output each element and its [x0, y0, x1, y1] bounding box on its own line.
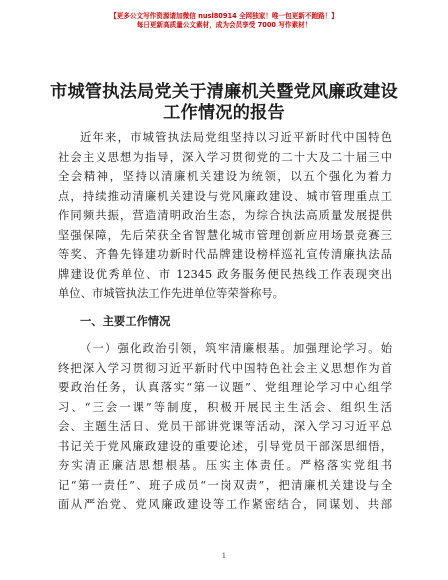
section-line: 终把深入学习贯彻习近平新时代中国特色社会主义思想作为首 [58, 361, 392, 375]
intro-line: 牌建设优秀单位、市 12345 政务服务便民热线工作表现突出 [58, 267, 392, 281]
intro-line: 坚强保障，先后荣获全省智慧化城市管理创新应用场景竞赛三 [58, 228, 392, 242]
title-line-1: 市城管执法局党关于清廉机关暨党风廉政建设 [50, 82, 398, 102]
title-line-2: 工作情况的报告 [163, 103, 285, 123]
promo-banner [0, 12, 448, 30]
intro-line: 作同频共振，营造清明政治生态，为综合执法高质量发展提供 [58, 209, 392, 222]
promo-banner-line-2: 每日更新高质量公文素材，成为会员享受 7000 写作素材！ [136, 21, 312, 29]
promo-banner-line-1: 【更多公文写作资源请加微信 nusl80914 全网独家！唯一包更新不跑路！】 [110, 12, 338, 20]
section-heading: 一、主要工作情况 [80, 313, 171, 328]
document-title [40, 82, 408, 124]
section-line: 面从严治党、党风廉政建设等工作紧密结合，同谋划、共部 [58, 498, 392, 511]
intro-line: 点，持续推动清廉机关建设与党风廉政建设、城市管理重点工 [58, 189, 392, 203]
section-line: 书记关于党风廉政建设的重要论述，引导党员干部深思细悟， [58, 439, 392, 453]
page-number: 1 [221, 552, 227, 560]
intro-line: 近年来，市城管执法局党组坚持以习近平新时代中国特色 [80, 131, 392, 144]
document-body [58, 128, 392, 515]
intro-line: 社会主义思想为指导，深入学习贯彻党的二十大及二十届三中 [58, 150, 392, 164]
intro-line: 全会精神，坚持以清廉机关建设为统领，以五个强化为着力 [58, 170, 392, 183]
section-line: （一）强化政治引领，筑牢清廉根基。加强理论学习。始 [80, 342, 392, 355]
intro-line: 等奖、齐鲁先锋建功新时代品牌建设榜样巡礼宣传清廉执法品 [58, 248, 392, 261]
section-line: 会、主题生活日、党员干部讲党课等活动，深入学习习近平总 [58, 420, 392, 433]
section-line: 记“第一责任”、班子成员“一岗双责”，把清廉机关建设与全 [58, 478, 392, 492]
section-line: 要政治任务，认真落实“第一议题”、党组理论学习中心组学 [58, 381, 392, 394]
section-line: 习、“三会一课”等制度，积极开展民主生活会、组织生活 [58, 400, 392, 414]
intro-line: 单位、市城管执法工作先进单位等荣誉称号。 [58, 287, 284, 300]
section-line: 夯实清正廉洁思想根基。压实主体责任。严格落实党组书 [58, 459, 392, 472]
